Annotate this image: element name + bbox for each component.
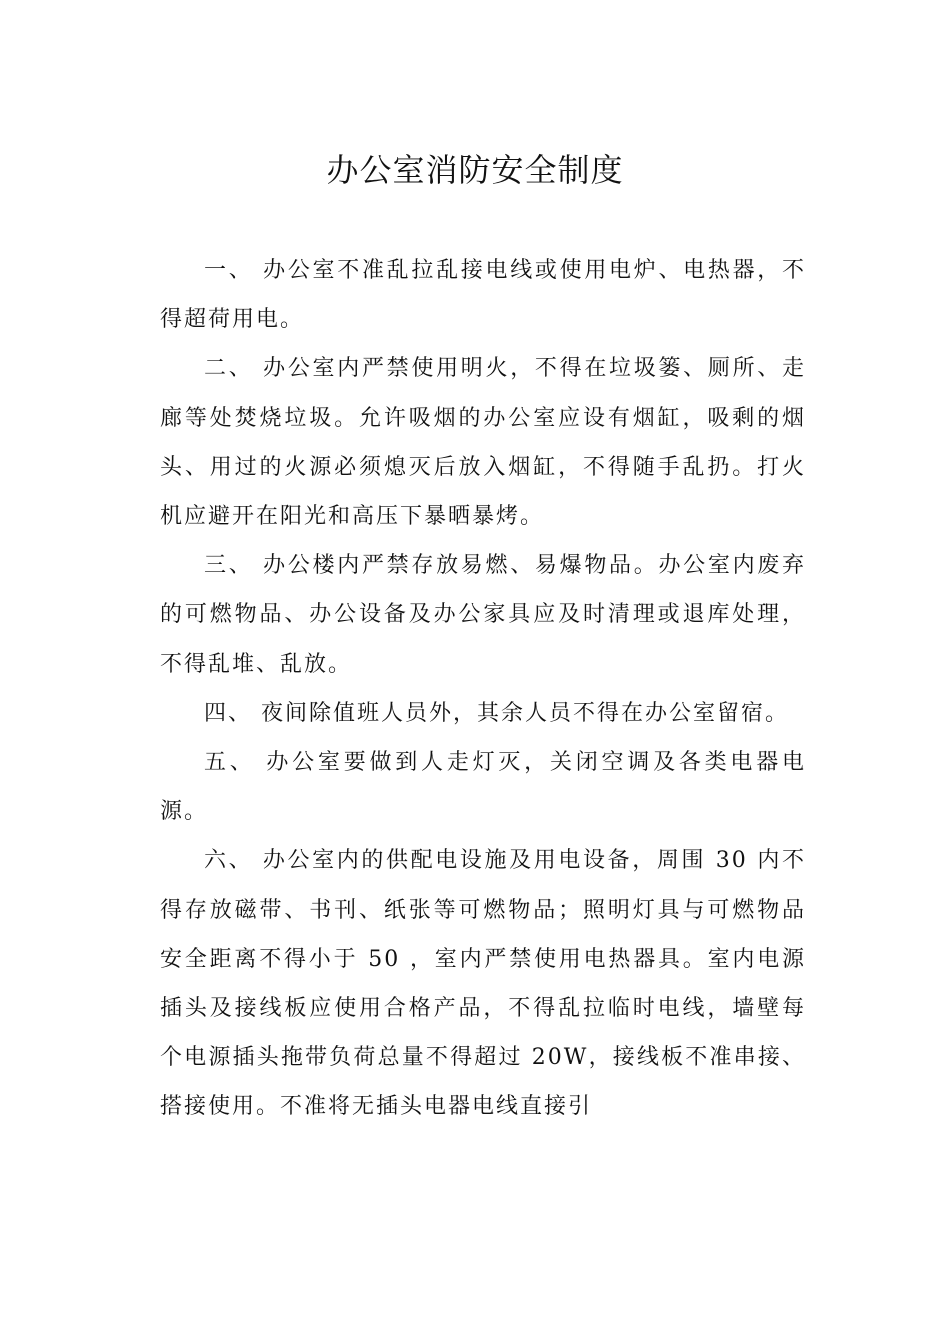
paragraph-1: 一、 办公室不准乱拉乱接电线或使用电炉、电热器，不得超荷用电。: [160, 258, 806, 333]
document-body: [160, 246, 806, 1132]
paragraph-3: 三、 办公楼内严禁存放易燃、易爆物品。办公室内废弃的可燃物品、办公设备及办公家具应及时清理或退库处理，不得乱堆、乱放。: [160, 553, 806, 677]
paragraph-4: 四、 夜间除值班人员外，其余人员不得在办公室留宿。: [204, 700, 789, 726]
document-title: 办公室消防安全制度: [326, 151, 624, 189]
paragraph-5: 五、 办公室要做到人走灯灭，关闭空调及各类电器电源。: [160, 750, 806, 825]
paragraph-6: 六、 办公室内的供配电设施及用电设备，周围 30 内不得存放磁带、书刊、纸张等可燃物品；照明灯具与可燃物品安全距离不得小于 50 ，室内严禁使用电热器具。室内电源插头及接线板应使用合格产品，不得乱拉临时电线，墙壁每个电源插头拖带负荷总量不得超过 20W，接线板不准串接、搭接使用。不准将无插头电器电线直接引: [160, 848, 806, 1120]
paragraph-2: 二、 办公室内严禁使用明火，不得在垃圾篓、厕所、走廊等处焚烧垃圾。允许吸烟的办公室应设有烟缸，吸剩的烟头、用过的火源必须熄灭后放入烟缸，不得随手乱扔。打火机应避开在阳光和高压下暴晒暴烤。: [160, 356, 806, 530]
